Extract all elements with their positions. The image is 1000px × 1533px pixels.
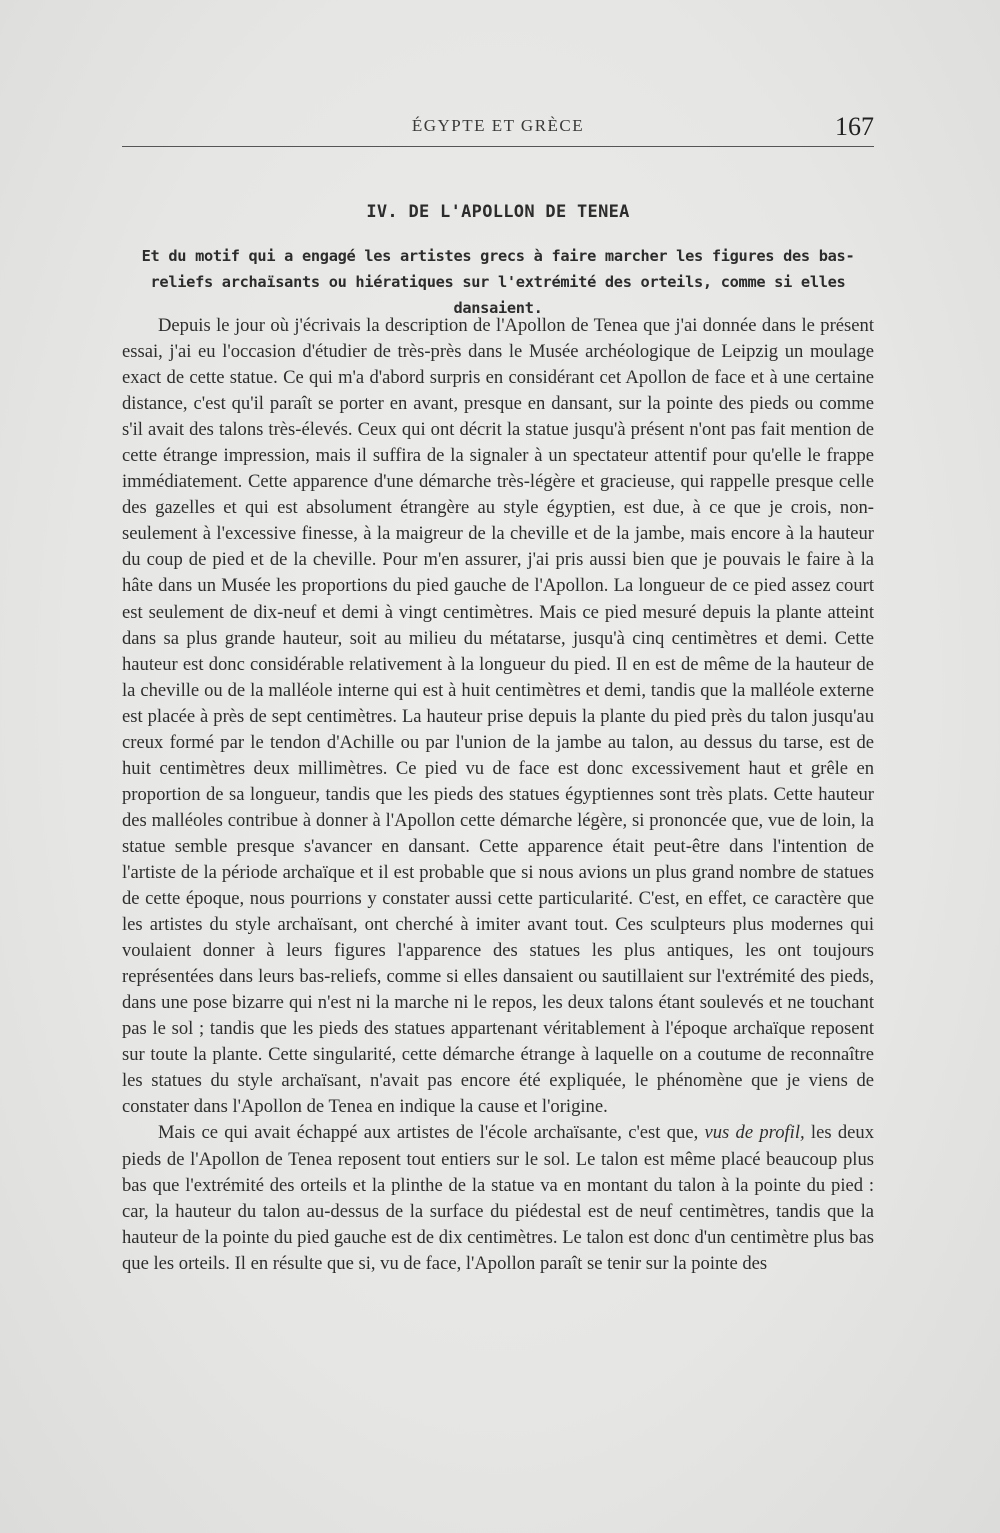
body-text [122, 313, 874, 1277]
header-rule [122, 146, 874, 147]
running-title: ÉGYPTE ET GRÈCE [411, 116, 585, 135]
paragraph-2 [122, 1120, 874, 1276]
paragraph-2-rest: les deux pieds de l'Apollon de Tenea reposent tout entiers sur le sol. Le talon est même placé beaucoup plus bas que l'extrémité des orteils et la plinthe de la statue va en montant du talon à la pointe du pied : car, la hauteur du talon au-dessus de la surface du piédestal est de neuf centimètres, tandis que la hauteur de la pointe du pied gauche est de dix centimètres. Le talon est donc d'un centimètre plus bas que les orteils. Il en résulte que si, vu de face, l'Apollon paraît se tenir sur la pointe des [122, 1122, 874, 1274]
section-subtitle: Et du motif qui a engagé les artistes grecs à faire marcher les figures des bas-reliefs archaïsants ou hiératiques sur l'extrémité des orteils, comme si elles dansaient. [141, 247, 855, 317]
running-head [122, 112, 874, 142]
paragraph-2-emphasis: vus de profil, [704, 1122, 805, 1144]
page-number: 167 [835, 112, 874, 141]
section-title: IV. DE L'APOLLON DE TENEA [366, 202, 630, 222]
paragraph-1: Depuis le jour où j'écrivais la description de l'Apollon de Tenea que j'ai donnée dans le présent essai, j'ai eu l'occasion d'étudier de très-près dans le Musée archéologique de Leipzig un moulage exact de cette statue. Ce qui m'a d'abord surpris en considérant cet Apollon de face et à une certaine distance, c'est qu'il paraît se porter en avant, presque en dansant, sur la pointe des pieds ou comme s'il avait des talons très-élevés. Ceux qui ont décrit la statue jusqu'à présent n'ont pas fait mention de cette étrange impression, mais il suffira de la signaler à un spectateur attentif pour qu'elle le frappe immédiatement. Cette apparence d'une démarche très-légère et gracieuse, qui rappelle presque celle des gazelles et qui est absolument étrangère au style égyptien, est due, à ce que je crois, non-seulement à l'excessive finesse, à la maigreur de la cheville et de la jambe, mais encore à la hauteur du coup de pied et de la cheville. Pour m'en assurer, j'ai pris aussi bien que je pouvais le faire à la hâte dans un Musée les proportions du pied gauche de l'Apollon. La longueur de ce pied assez court est seulement de dix-neuf et demi à vingt centimètres. Mais ce pied mesuré depuis la plante atteint dans sa plus grande hauteur, soit au milieu du métatarse, jusqu'à cinq centimètres et demi. Cette hauteur est donc considérable relativement à la longueur du pied. Il en est de même de la hauteur de la cheville ou de la malléole interne qui est à huit centimètres et demi, tandis que la malléole externe est placée à près de sept centimètres. La hauteur prise depuis la plante du pied près du talon jusqu'au creux formé par le tendon d'Achille ou par l'union de la jambe au talon, au dessus du tarse, est de huit centimètres deux millimètres. Ce pied vu de face est donc excessivement haut et grêle en proportion de sa longueur, tandis que les pieds des statues égyptiennes sont très plats. Cette hauteur des malléoles contribue à donner à l'Apollon cette démarche légère, si prononcée que, vue de loin, la statue semble presque s'avancer en dansant. Cette apparence était peut-être dans l'intention de l'artiste de la période archaïque et il est probable que si nous avions un plus grand nombre de statues de cette époque, nous pourrions y constater aussi cette particularité. C'est, en effet, ce caractère que les artistes du style archaïsant, ont cherché à imiter avant tout. Ces sculpteurs plus modernes qui voulaient donner à leurs figures l'apparence des statues les plus antiques, les ont toujours représentées dans leurs bas-reliefs, comme si elles dansaient ou sautillaient sur l'extrémité des pieds, dans une pose bizarre qui n'est ni la marche ni le repos, les deux talons étant soulevés et ne touchant pas le sol ; tandis que les pieds des statues appartenant véritablement à l'époque archaïque reposent sur toute la plante. Cette singularité, cette démarche étrange à laquelle on a coutume de reconnaître les statues du style archaïsant, n'avait pas encore été expliquée, le phénomène que je viens de constater dans l'Apollon de Tenea en indique la cause et l'origine. [122, 315, 874, 1118]
paragraph-2-start: Mais ce qui avait échappé aux artistes de l'école archaïsante, c'est que, [158, 1122, 699, 1144]
